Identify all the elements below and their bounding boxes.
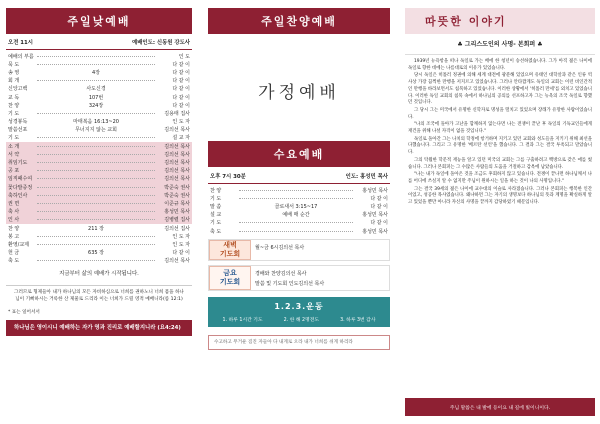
service-row — [208, 211, 390, 219]
dotted-leader — [37, 146, 155, 147]
row-detail: 211 장 — [88, 225, 104, 232]
row-person: 김병렬 집사 — [164, 217, 190, 224]
row-person: 설 교 자 — [172, 135, 190, 142]
article-paragraph: 그 당시 그는 미국에서 유명한 신학자로 명성을 떨치고 있었으며 장래가 유망한 사람이었습니다. — [408, 107, 592, 120]
row-label: 권 면 — [8, 200, 20, 207]
standing-footnote: * 표는 일어서서 — [8, 309, 40, 315]
row-person: 다 같 이 — [172, 94, 190, 101]
service-row — [6, 216, 192, 224]
row-label: 서 약 — [8, 151, 20, 158]
story-header: 따뜻한 이야기 — [405, 8, 595, 34]
row-detail: 635 장 — [88, 250, 104, 257]
row-person: 홍성민 목사 — [362, 228, 388, 235]
dotted-leader — [239, 222, 353, 223]
service-row — [255, 268, 385, 278]
service-row — [6, 232, 192, 240]
praise-service-title: 주일찬양예배 — [208, 8, 390, 34]
service-row — [6, 249, 192, 257]
service-row — [255, 242, 385, 252]
row-label: 봉 고 — [8, 233, 20, 240]
campaign-title: 1.2.3.운동 — [274, 302, 324, 312]
service-row — [6, 77, 192, 85]
dawn-prayer-label: 새벽 기도회 — [209, 240, 251, 260]
row-person: 김의선 목사 — [164, 160, 190, 167]
row-person: 홍성민 목사 — [362, 212, 388, 219]
dotted-leader — [37, 236, 155, 237]
campaign-items — [208, 316, 390, 323]
dotted-leader — [37, 80, 155, 81]
service-row — [6, 167, 192, 175]
row-person: 김의선 목사 — [298, 280, 325, 287]
dotted-leader — [37, 260, 155, 261]
service-row — [208, 219, 390, 227]
scripture-note: 그러므로 형제들아 내가 하나님의 모든 자비하심으로 너희를 권하노니 너희 몸을 하나님이 기뻐하시는 거룩한 산 제물로 드리라 이는 너희가 드릴 영적 예배니라(롬 12:1) — [6, 285, 192, 306]
row-person: 인 도 자 — [172, 241, 190, 248]
row-detail: 마태복음 16:13~20 — [73, 119, 119, 126]
row-label: 축 도 — [8, 258, 20, 265]
wednesday-meta — [208, 167, 390, 184]
order-of-service — [6, 50, 192, 265]
row-label: 공 포 — [8, 168, 20, 175]
row-detail: 월~금 6시 — [255, 244, 279, 251]
dotted-leader — [37, 203, 155, 204]
row-label: 찬 양 — [8, 102, 20, 109]
article-paragraph: 당시 독일은 히틀러 정권에 의해 세계 대전에 광분해 있었으며 유태인 대학살과 같은 인류 역사상 가장 끔찍한 만행을 저지르고 있었습니다. 그러나 안타깝게도 독일의 교회는 이런 비인간적인 만행을 바라보면서도 침묵하고 있었습니다. 이러한 상황에서 '히틀러 만세'를 외치고 있었습니다. 이러한 독일 교회의 침묵 속에서 하나님의 공의를 선포하고자 그는 뉴욕의 조국 독일로 향했던 것입니다. — [408, 73, 592, 106]
dotted-leader — [37, 56, 155, 57]
row-label: 찬 양 — [210, 187, 222, 194]
service-row — [6, 93, 192, 101]
dotted-leader — [37, 195, 155, 196]
service-row — [6, 240, 192, 248]
row-person: 이준규 목사 — [164, 200, 190, 207]
closing-line: 지금부터 삶의 예배가 시작됩니다. — [59, 270, 139, 277]
row-person: 다 같 이 — [370, 203, 388, 210]
wednesday-time: 오후 7시 30분 — [210, 174, 246, 180]
service-row — [6, 142, 192, 150]
dawn-prayer-box — [208, 239, 390, 261]
row-label: 임직패수여 — [8, 176, 33, 183]
service-row — [208, 186, 390, 194]
row-detail: 골로새서 3:15~17 — [274, 203, 318, 210]
row-label: 기 도 — [8, 135, 20, 142]
row-label: 기 도 — [8, 110, 20, 117]
row-person: 다 같 이 — [172, 69, 190, 76]
service-row — [208, 202, 390, 210]
row-person: 인 도 — [178, 53, 190, 60]
dotted-leader — [37, 154, 155, 155]
panel-sunday-service — [6, 8, 192, 416]
row-detail: 예배 매 순간 — [282, 212, 310, 219]
clover-icon: ♣ — [457, 41, 465, 48]
row-person: 김의선 목사 — [280, 270, 307, 277]
article-paragraph: "나의 조국에 돌아가 고난을 함께하지 않는다면 나는 전쟁이 끝난 후 독일의 기독교인들에게 재건을 위해 나설 자격이 없을 것입니다." — [408, 122, 592, 135]
friday-prayer-rows — [251, 266, 389, 290]
row-label: 인 사 — [8, 217, 20, 224]
row-label: 기 도 — [210, 195, 222, 202]
service-row — [6, 118, 192, 126]
campaign-box — [208, 297, 390, 327]
article-title: ♣ 그리스도인의 사명- 본회퍼 ♣ — [405, 34, 595, 55]
article-paragraph: 그의 탁월한 학문적 재능을 알고 있던 미국의 교회는 그를 구출하려고 백방으로 갖은 애를 썼습니다. 그러나 본회퍼는 그 수많은 사람들의 도움을 거절하고 감옥에 남았습니다. — [408, 157, 592, 170]
row-person: 김의선 집사 — [164, 225, 190, 232]
dotted-leader — [37, 244, 155, 245]
article-paragraph: 그는 결국 39세의 젊은 나이에 교수대의 이슬로 사라졌습니다. 그러나 본회퍼는 행복한 인간이었고, 성공한 목사였습니다. 왜냐하면 그는 자기의 생명보다 하나님의 뜻과 계명을 확실하게 알고 있었을 뿐만 아니라 자신의 사명을 끝까지 감당하였기 때문입니다. — [408, 186, 592, 206]
service-row — [6, 257, 192, 265]
wednesday-order — [208, 184, 390, 235]
dotted-leader — [37, 219, 155, 220]
campaign-item: 1. 하루 1시간 기도 — [222, 318, 263, 324]
row-label: 축 사 — [8, 209, 20, 216]
dotted-leader — [37, 170, 155, 171]
row-person: 박준숙 권사 — [164, 192, 190, 199]
row-label: 설 교 — [210, 212, 222, 219]
dotted-leader — [239, 231, 353, 232]
row-person: 김의선 목사 — [164, 127, 190, 134]
service-row — [6, 208, 192, 216]
row-label: 교 독 — [8, 94, 20, 101]
service-row — [6, 101, 192, 109]
row-person: 인 도 자 — [172, 119, 190, 126]
service-row — [6, 224, 192, 232]
row-label: 말씀 및 기도회 인도 — [255, 280, 299, 287]
row-label: 축하인사 — [8, 192, 28, 199]
row-person: 김의선 목사 — [164, 168, 190, 175]
service-row — [6, 68, 192, 76]
row-person: 홍성민 목사 — [164, 209, 190, 216]
row-person: 다 같 이 — [172, 250, 190, 257]
row-person: 다 같 이 — [172, 86, 190, 93]
row-label: 기 도 — [210, 220, 222, 227]
row-label: 축 도 — [210, 228, 222, 235]
service-row — [6, 60, 192, 68]
row-label: 회 개 — [8, 78, 20, 85]
dotted-leader — [239, 198, 353, 199]
row-person: 김의선 목사 — [164, 258, 190, 265]
clover-icon: ♣ — [535, 41, 543, 48]
dawn-prayer-rows — [251, 240, 389, 260]
service-meta — [6, 34, 192, 50]
service-row — [6, 175, 192, 183]
verse-banner: 하나님은 영이시니 예배하는 자가 영과 진리로 예배할지니라 (요4:24) — [6, 320, 192, 336]
row-person: 다 같 이 — [370, 220, 388, 227]
article-paragraph: "나는 내가 독일에 돌아온 것을 조금도 후회하지 않고 있습니다. 전쟁이 끝나면 하나님께서 나를 어디에 쓰실지 알 수 없지만 주님이 원하시는 일을 하는 것이 나의 사명입니다." — [408, 172, 592, 184]
friday-prayer-label: 금요 기도회 — [209, 266, 251, 290]
row-label: 찬 양 — [8, 225, 20, 232]
row-detail: 4장 — [91, 69, 100, 76]
family-service-title: 가정예배 — [258, 83, 340, 103]
service-row — [6, 134, 192, 142]
dotted-leader — [37, 178, 155, 179]
row-person: 김용태 집사 — [164, 110, 190, 117]
service-row — [208, 227, 390, 235]
row-person: 다 같 이 — [172, 78, 190, 85]
row-label: 신앙고백 — [8, 86, 28, 93]
row-label: 말씀선포 — [8, 127, 28, 134]
row-label: 말 씀 — [210, 203, 222, 210]
row-detail: 사도신경 — [86, 86, 106, 93]
row-person: 김의선 목사 — [164, 176, 190, 183]
service-leader: 예배인도: 신동원 강도사 — [132, 40, 190, 46]
service-row — [6, 183, 192, 191]
article-paragraph: 독일로 돌아간 그는 나치의 학정에 항거하며 지키고 있던 교회와 성도들을 지키기 위해 최선을 다했습니다. 그리고 그 유명한 '베르탄 선언'을 했습니다. 그 결과 그는 결국 투옥되고 말았습니다. — [408, 136, 592, 156]
panel-evening-service — [208, 8, 390, 416]
row-detail: 107번 — [88, 94, 104, 101]
wednesday-leader: 인도: 홍성민 목사 — [345, 174, 388, 180]
row-detail: 무너지지 않는 교회 — [75, 127, 117, 134]
wednesday-service-title: 수요예배 — [208, 141, 390, 167]
service-row — [6, 150, 192, 158]
dotted-leader — [37, 187, 155, 188]
row-person: 인 도 자 — [172, 233, 190, 240]
row-person: 김의선 목사 — [164, 151, 190, 158]
sunday-service-title: 주일낮예배 — [6, 8, 192, 34]
dotted-leader — [37, 137, 155, 138]
row-person: 홍성민 목사 — [362, 187, 388, 194]
service-row — [6, 109, 192, 117]
article-paragraph: 1939년 뉴욕항을 떠나 독일로 가는 배에 한 청년이 승선하였습니다. 그가 아직 젊은 나이에 독일로 향한 데에는 나름대로의 이유가 있었습니다. — [408, 59, 592, 71]
service-row — [208, 194, 390, 202]
row-label: 예배의 부름 — [8, 53, 34, 60]
row-person: 박준숙 권사 — [164, 184, 190, 191]
row-label: 묵 도 — [8, 61, 20, 68]
row-person: 다 같 이 — [172, 61, 190, 68]
row-label: 성경봉독 — [8, 119, 28, 126]
row-label: 헌 금 — [8, 250, 20, 257]
row-label: 취임기도 — [8, 160, 28, 167]
row-person: 다 같 이 — [172, 102, 190, 109]
service-row — [6, 191, 192, 199]
service-row — [6, 52, 192, 60]
service-row — [6, 85, 192, 93]
dotted-leader — [239, 190, 353, 191]
service-row — [6, 158, 192, 166]
campaign-item: 3. 하루 3번 감사 — [340, 318, 376, 324]
panel-story — [405, 8, 595, 416]
row-label: 소 개 — [8, 143, 20, 150]
dotted-leader — [37, 64, 155, 65]
row-person: 김의선 목사 — [164, 143, 190, 150]
dotted-leader — [37, 211, 155, 212]
service-row — [6, 199, 192, 207]
rest-verse-note: 수고하고 무거운 짐진 자들아 다 내게로 오라 내가 너희를 쉬게 하리라 — [208, 335, 390, 350]
campaign-item: 2. 한 해 2명전도 — [283, 318, 319, 324]
service-row — [6, 126, 192, 134]
row-person: 김의선 목사 — [278, 244, 305, 251]
service-time: 오전 11시 — [8, 40, 34, 46]
article-body — [405, 55, 595, 207]
row-detail: 324장 — [88, 102, 104, 109]
dotted-leader — [37, 162, 155, 163]
row-label: 송 영 — [8, 69, 20, 76]
row-label: 꽃다발증정 — [8, 184, 33, 191]
lamp-verse-banner: 주님 말씀은 내 발에 등이요 내 길에 빛이니이다. — [405, 398, 595, 416]
row-label: 환영/교제 — [8, 241, 30, 248]
row-person: 다 같 이 — [370, 195, 388, 202]
row-label: 경배와 찬양 — [255, 270, 281, 277]
friday-prayer-box — [208, 265, 390, 291]
service-row — [255, 278, 385, 288]
dotted-leader — [37, 113, 155, 114]
